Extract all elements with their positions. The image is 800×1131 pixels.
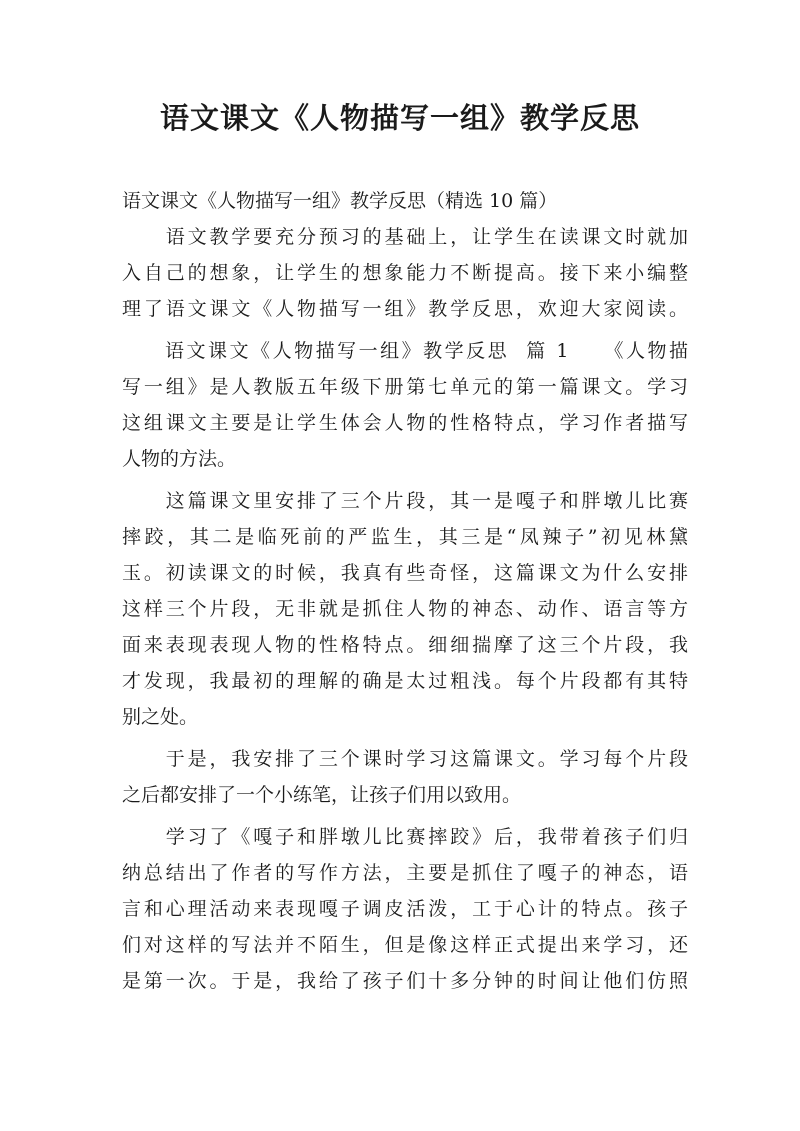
text-line: 面来表现表现人物的性格特点。细细揣摩了这三个片段，我	[122, 634, 688, 656]
text-line: 是第一次。于是，我给了孩子们十多分钟的时间让他们仿照	[122, 970, 688, 992]
text-line: 别之处。	[122, 706, 199, 728]
text-line: 于是，我安排了三个课时学习这篇课文。学习每个片段	[122, 748, 688, 770]
text-line: 们对这样的写法并不陌生，但是像这样正式提出来学习，还	[122, 934, 688, 956]
text-line: 人物的方法。	[122, 448, 237, 470]
text-line: 这篇课文里安排了三个片段，其一是嘎子和胖墩儿比赛	[122, 490, 688, 512]
text-line: 纳总结出了作者的写作方法，主要是抓住了嘎子的神态，语	[122, 862, 688, 884]
text-line: 玉。初读课文的时候，我真有些奇怪，这篇课文为什么安排	[122, 562, 688, 584]
text-line: 语文教学要充分预习的基础上，让学生在读课文时就加	[122, 226, 688, 248]
text-line: 这样三个片段，无非就是抓住人物的神态、动作、语言等方	[122, 598, 688, 620]
text-line: 学习了《嘎子和胖墩儿比赛摔跤》后，我带着孩子们归	[122, 826, 688, 848]
text-line: 才发现，我最初的理解的确是太过粗浅。每个片段都有其特	[122, 670, 688, 692]
text-line: 写一组》是人教版五年级下册第七单元的第一篇课文。学习	[122, 376, 688, 398]
text-line: 理了语文课文《人物描写一组》教学反思，欢迎大家阅读。	[122, 298, 688, 320]
document-title: 语文课文《人物描写一组》教学反思	[159, 101, 640, 135]
text-line: 语文课文《人物描写一组》教学反思（精选 10 篇）	[122, 190, 558, 212]
text-line: 入自己的想象，让学生的想象能力不断提高。接下来小编整	[122, 262, 688, 284]
text-line: 之后都安排了一个小练笔，让孩子们用以致用。	[122, 784, 522, 806]
text-line: 言和心理活动来表现嘎子调皮活泼，工于心计的特点。孩子	[122, 898, 688, 920]
text-line: 这组课文主要是让学生体会人物的性格特点，学习作者描写	[122, 412, 688, 434]
text-line: 语文课文《人物描写一组》教学反思 篇 1 《人物描	[122, 340, 688, 362]
text-line: 摔跤，其二是临死前的严监生，其三是“凤辣子”初见林黛	[122, 526, 688, 548]
